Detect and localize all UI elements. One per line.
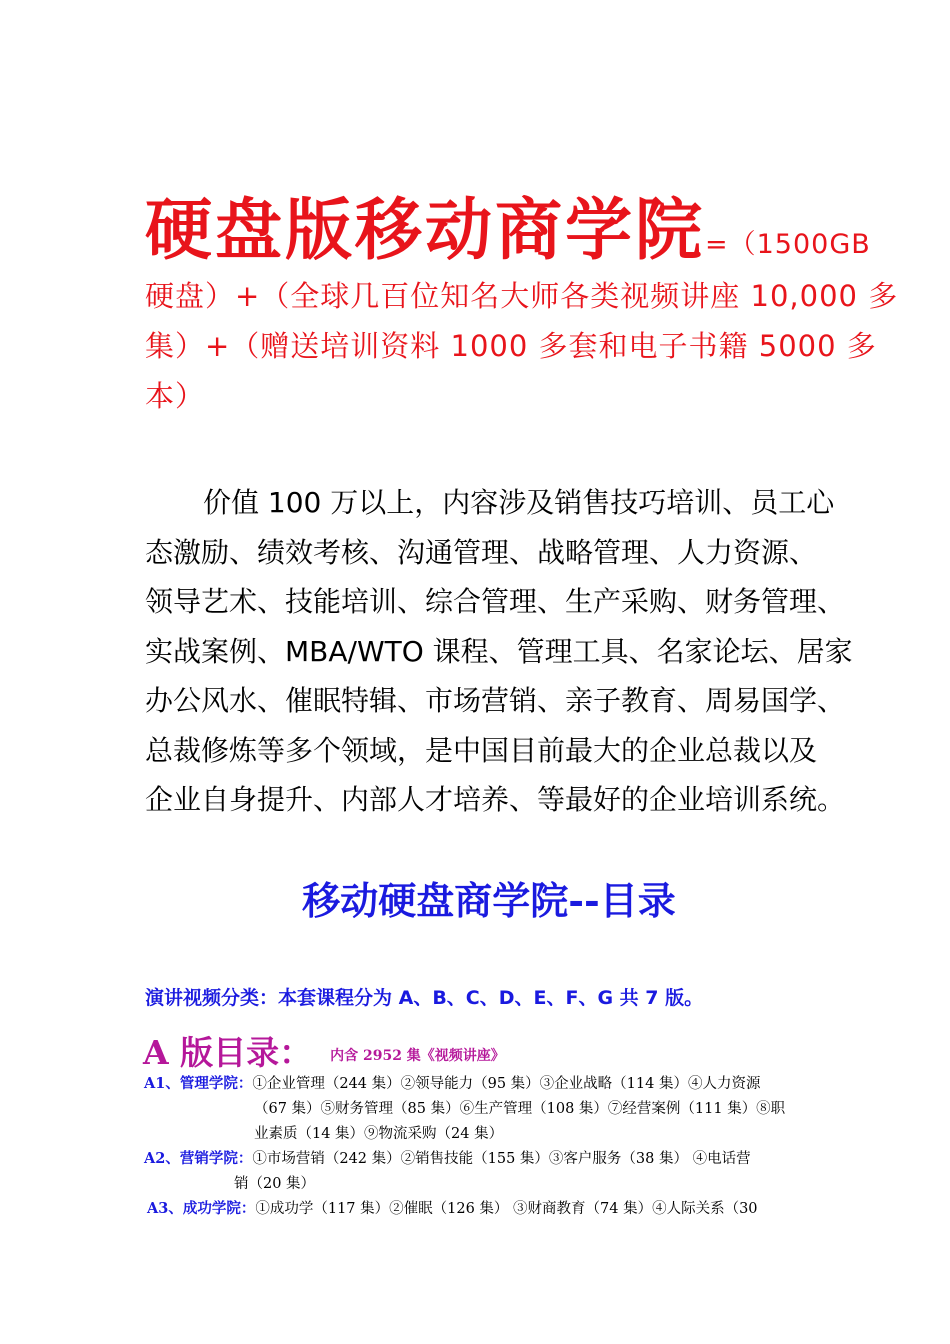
intro-line: 总裁修炼等多个领域，是中国目前最大的企业总裁以及 xyxy=(145,733,818,767)
intro-line: 价值 100 万以上，内容涉及销售技巧培训、员工心 xyxy=(203,486,835,519)
section-label: A3、成功学院： xyxy=(147,1200,256,1217)
section-a2 xyxy=(144,1146,751,1197)
section-label: A2、营销学院： xyxy=(144,1150,253,1167)
section-line xyxy=(147,1196,758,1222)
hero-line: 集）+（赠送培训资料 1000 多套和电子书籍 5000 多 xyxy=(145,329,877,363)
hero-title-suffix: =（1500GB xyxy=(705,229,871,260)
section-label: A1、管理学院： xyxy=(144,1075,253,1092)
hero-title-line xyxy=(145,185,871,271)
section-a1 xyxy=(144,1071,785,1147)
section-line xyxy=(144,1071,785,1097)
intro-line: 领导艺术、技能培训、综合管理、生产采购、财务管理、 xyxy=(145,585,846,618)
toc-title: 移动硬盘商学院--目录 xyxy=(302,878,676,923)
section-text: ①企业管理（244 集）②领导能力（95 集）③企业战略（114 集）④人力资源 xyxy=(252,1076,761,1092)
hero-line: 硬盘）+（全球几百位知名大师各类视频讲座 10,000 多 xyxy=(145,279,899,313)
hero-title: 硬盘版移动商学院 xyxy=(145,191,705,269)
categories-line: 演讲视频分类：本套课程分为 A、B、C、D、E、F、G 共 7 版。 xyxy=(145,987,704,1009)
intro-line: 企业自身提升、内部人才培养、等最好的企业培训系统。 xyxy=(145,783,846,816)
section-line: 销（20 集） xyxy=(234,1176,316,1192)
a-version-title: A 版目录： xyxy=(143,1033,313,1072)
section-line xyxy=(144,1146,751,1172)
section-text: ①成功学（117 集）②催眠（126 集） ③财商教育（74 集）④人际关系（30 xyxy=(255,1201,758,1217)
intro-paragraph xyxy=(145,478,865,825)
hero-block xyxy=(145,185,899,421)
a-version-heading xyxy=(143,1027,505,1074)
section-text: ①市场营销（242 集）②销售技能（155 集）③客户服务（38 集） ④电话营 xyxy=(252,1151,751,1167)
intro-line: 办公风水、催眠特辑、市场营销、亲子教育、周易国学、 xyxy=(145,684,846,717)
intro-line: 态激励、绩效考核、沟通管理、战略管理、人力资源、 xyxy=(145,535,818,569)
a-version-subtitle: 内含 2952 集《视频讲座》 xyxy=(330,1048,505,1064)
intro-line: 实战案例、MBA/WTO 课程、管理工具、名家论坛、居家 xyxy=(145,634,853,668)
hero-line: 本） xyxy=(145,379,206,413)
section-line: （67 集）⑤财务管理（85 集）⑥生产管理（108 集）⑦经营案例（111 集）⑧职 xyxy=(254,1101,786,1117)
section-a3 xyxy=(147,1196,758,1222)
section-line: 业素质（14 集）⑨物流采购（24 集） xyxy=(254,1126,504,1142)
